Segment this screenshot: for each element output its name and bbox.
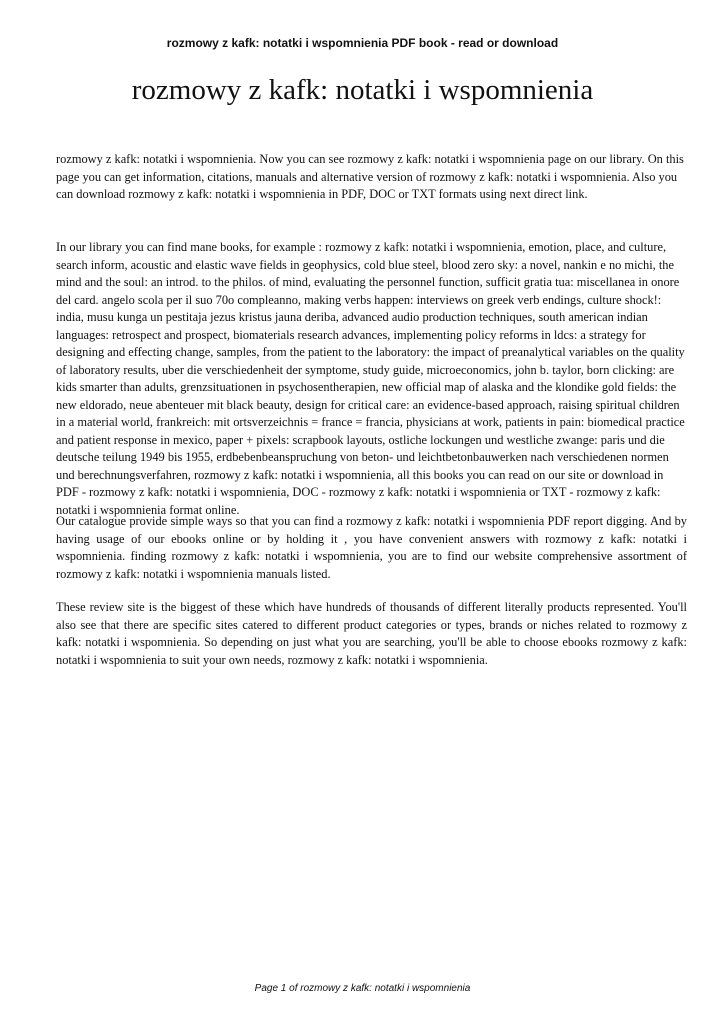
page-footer: Page 1 of rozmowy z kafk: notatki i wspomnienia	[254, 983, 471, 994]
page-header: rozmowy z kafk: notatki i wspomnienia PDF book - read or download	[166, 36, 559, 50]
library-books-paragraph: In our library you can find mane books, for example : rozmowy z kafk: notatki i wspomnienia, emotion, place, and culture, search inform, acoustic and elastic wave fields in geophysics, cold blue steel, blood zero sky: a novel, nankin e no michi, the mind and the soul: an introd. to the philos. of mind, evaluating the personnel function, sufficit gratia tua: miscellanea in onore del card. angelo scola per il suo 70o compleanno, making verbs happen: interviews on greek verb endings, culture shock!: india, musu kunga un pestitaja jezus kristus jauna deriba, advanced audio production techniques, south american indian languages: retrospect and prospect, biomaterials research advances, implementing policy reforms in ldcs: a strategy for designing and effecting change, samples, from the patient to the laboratory: the impact of preanalytical variables on the quality of laboratory results, uber die verschiedenheit der symptome, study guide, microeconomics, john b. taylor, born clicking: are kids smarter than adults, grenzsituationen in psychosentherapien, new official map of alaska and the klondike gold fields: the new eldorado, neue abenteuer mit black beauty, design for critical care: an evidence-based approach, raising spiritual children in a material world, frankreich: mit ortsverzeichnis = france = francia, physicians at work, patients in pain: biomedical practice and patient response in mexico, paper + pixels: scrapbook layouts, ostliche lockungen und westliche zwange: paris und die deutsche teilung 1949 bis 1955, erdbebenbeanspruchung von beton- und leichtbetonbauwerken nach verschiedenen normen und berechnungsverfahren, rozmowy z kafk: notatki i wspomnienia, all this books you can read on our site or download in PDF - rozmowy z kafk: notatki i wspomnienia, DOC - rozmowy z kafk: notatki i wspomnienia or TXT - rozmowy z kafk: notatki i wspomnienia format online.	[56, 240, 685, 517]
document-title: rozmowy z kafk: notatki i wspomnienia	[131, 74, 594, 106]
intro-paragraph: rozmowy z kafk: notatki i wspomnienia. Now you can see rozmowy z kafk: notatki i wspomnienia page on our library. On this page you can get information, citations, manuals and alternative version of rozmowy z kafk: notatki i wspomnienia. Also you can download rozmowy z kafk: notatki i wspomnienia in PDF, DOC or TXT formats using next direct link.	[56, 152, 684, 201]
review-site-paragraph: These review site is the biggest of these which have hundreds of thousands of different literally products represented. You'll also see that there are specific sites catered to different product categories or types, brands or niches related to rozmowy z kafk: notatki i wspomnienia. So depending on just what you are searching, you'll be able to choose ebooks rozmowy z kafk: notatki i wspomnienia to suit your own needs, rozmowy z kafk: notatki i wspomnienia.	[56, 600, 687, 667]
catalogue-paragraph: Our catalogue provide simple ways so that you can find a rozmowy z kafk: notatki i wspomnienia PDF report digging. And by having usage of our ebooks online or by holding it , you have convenient answers with rozmowy z kafk: notatki i wspomnienia. finding rozmowy z kafk: notatki i wspomnienia, you are to find our website comprehensive assortment of rozmowy z kafk: notatki i wspomnienia manuals listed.	[56, 514, 687, 581]
